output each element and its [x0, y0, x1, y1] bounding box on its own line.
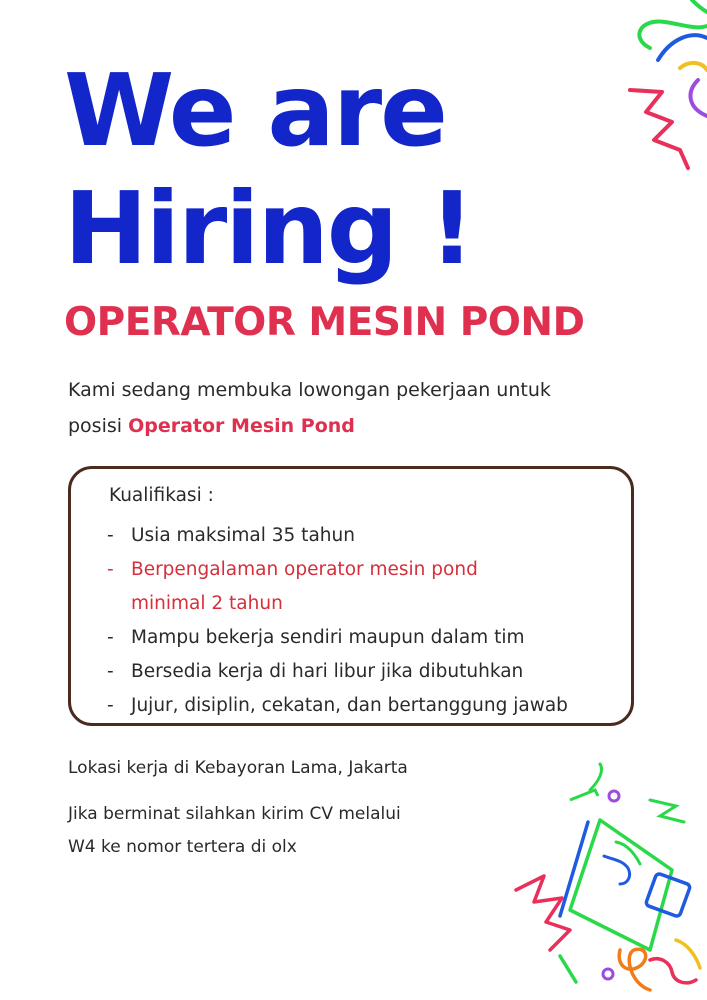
list-item-continuation: [107, 587, 568, 621]
list-item: [107, 621, 568, 655]
list-item-text: Berpengalaman operator mesin pond: [131, 559, 478, 580]
headline-line-2: Hiring !: [64, 170, 473, 287]
intro-prefix: posisi: [68, 415, 129, 437]
list-dash: -: [107, 661, 114, 682]
qualifications-title: Kualifikasi :: [109, 485, 214, 506]
list-item-text: Mampu bekerja sendiri maupun dalam tim: [131, 627, 525, 648]
doodle-decoration-icon: [610, 0, 707, 175]
qualifications-list: [107, 519, 568, 723]
list-dash: -: [107, 559, 114, 580]
list-item: [107, 519, 568, 553]
list-item: [107, 689, 568, 723]
contact-text: [68, 798, 401, 864]
list-item-text: Usia maksimal 35 tahun: [131, 525, 355, 546]
headline: [64, 52, 473, 288]
list-item-text: Jujur, disiplin, cekatan, dan bertanggung jawab: [131, 695, 568, 716]
intro-line-2: [68, 408, 648, 444]
contact-line-2: W4 ke nomor tertera di olx: [68, 837, 297, 857]
list-dash: -: [107, 695, 114, 716]
contact-line-1: Jika berminat silahkan kirim CV melalui: [68, 804, 401, 824]
list-item: [107, 553, 568, 587]
headline-line-1: We are: [64, 52, 446, 169]
list-item-text: Bersedia kerja di hari libur jika dibutuhkan: [131, 661, 524, 682]
list-item-text: minimal 2 tahun: [131, 593, 283, 614]
list-item: [107, 655, 568, 689]
intro-text: [68, 372, 648, 444]
megaphone-icon: [500, 760, 707, 1000]
intro-line-1: Kami sedang membuka lowongan pekerjaan untuk: [68, 379, 551, 401]
list-dash: -: [107, 525, 114, 546]
job-title: OPERATOR MESIN POND: [64, 300, 585, 345]
intro-highlight: Operator Mesin Pond: [128, 415, 355, 437]
location-text: Lokasi kerja di Kebayoran Lama, Jakarta: [68, 758, 408, 778]
qualifications-box: [68, 466, 634, 726]
list-dash: -: [107, 627, 114, 648]
